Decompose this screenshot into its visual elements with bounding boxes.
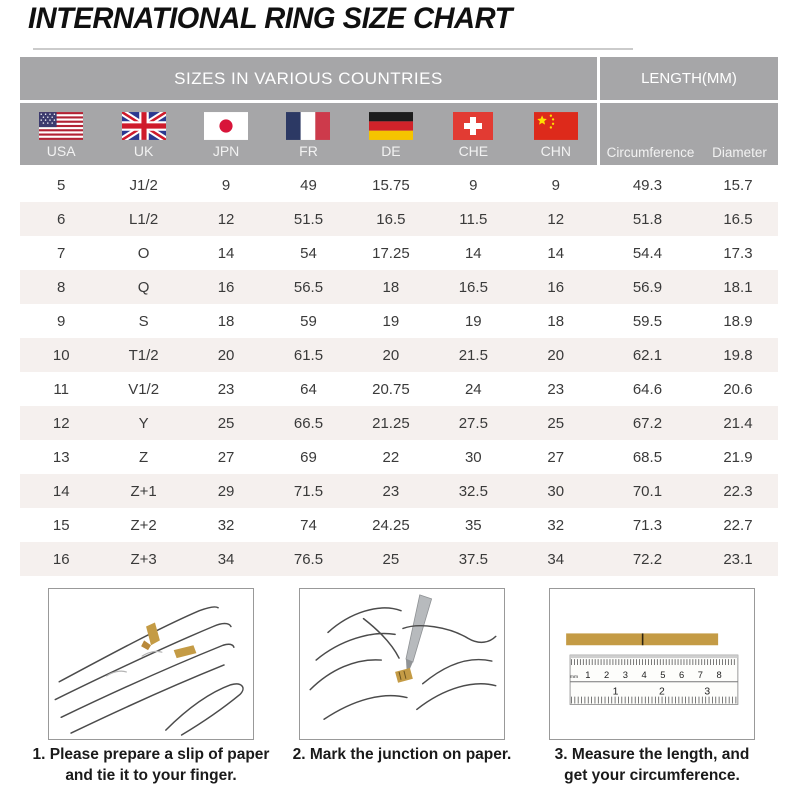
step-3: [549, 588, 755, 786]
table-cell: 18.1: [723, 278, 753, 296]
table-cell: 14: [464, 244, 482, 262]
table-cell: 22.7: [723, 516, 753, 534]
table-cell: 12: [52, 414, 70, 432]
country-code-label: USA: [46, 142, 76, 159]
table-cell: 18: [547, 312, 565, 330]
table-cell: 23.1: [723, 550, 753, 568]
table-cell: L1/2: [129, 210, 159, 228]
column-header-usa: [39, 112, 83, 159]
table-cell: 16: [217, 278, 235, 296]
table-cell: 22.3: [723, 482, 753, 500]
table-cell: 64.6: [632, 380, 663, 398]
table-cell: 71.5: [293, 482, 324, 500]
svg-text:8: 8: [716, 669, 722, 680]
table-row: [20, 542, 778, 576]
svg-text:4: 4: [641, 669, 647, 680]
table-cell: 64: [300, 380, 317, 398]
ring-size-table: [20, 57, 778, 576]
table-cell: 18: [382, 278, 400, 296]
table-cell: 67.2: [632, 414, 663, 432]
table-cell: 14: [52, 482, 70, 500]
table-row: [20, 168, 778, 202]
table-cell: Z+2: [130, 516, 157, 534]
table-cell: 21.9: [723, 448, 753, 466]
step-1-caption-line2: and tie it to your finger.: [65, 767, 237, 784]
table-cell: 23: [217, 380, 235, 398]
table-cell: 59: [300, 312, 317, 330]
table-cell: 49.3: [632, 176, 663, 194]
table-cell: Z: [139, 448, 149, 466]
table-row: [20, 372, 778, 406]
table-cell: 23: [547, 380, 565, 398]
table-cell: 66.5: [293, 414, 324, 432]
step-2-caption: [267, 744, 537, 765]
circumference-column-header: Circumference: [606, 145, 695, 160]
table-cell: 35: [464, 516, 482, 534]
table-cell: 15.75: [372, 176, 410, 194]
step-3-caption-line2: get your circumference.: [564, 767, 740, 784]
diameter-column-header: Diameter: [712, 145, 767, 160]
table-cell: 70.1: [632, 482, 663, 500]
table-cell: 62.1: [632, 346, 663, 364]
table-cell: 56.5: [293, 278, 324, 296]
table-cell: Y: [138, 414, 149, 432]
column-header-chn: [534, 112, 578, 159]
table-cell: 27.5: [458, 414, 488, 432]
japan-flag-icon: [204, 112, 248, 140]
table-cell: 25: [547, 414, 565, 432]
table-cell: 51.5: [293, 210, 324, 228]
table-cell: 71.3: [632, 516, 663, 534]
step-2-caption-line1: 2. Mark the junction on paper.: [292, 746, 512, 763]
table-cell: 72.2: [632, 550, 663, 568]
table-cell: 23: [382, 482, 400, 500]
table-cell: 8: [57, 278, 66, 296]
svg-text:3: 3: [704, 686, 711, 698]
table-cell: 20.75: [372, 380, 410, 398]
table-cell: 22: [382, 448, 400, 466]
ruler-mm-label: mm: [569, 674, 579, 680]
marking-paper-with-pen-illustration: [300, 589, 504, 739]
table-cell: 18.9: [723, 312, 753, 330]
table-cell: 30: [547, 482, 565, 500]
table-cell: 37.5: [458, 550, 488, 568]
svg-text:1: 1: [585, 669, 591, 680]
header-length-mm: LENGTH(MM): [600, 57, 778, 100]
table-cell: 27: [217, 448, 235, 466]
table-cell: 15: [52, 516, 70, 534]
svg-text:6: 6: [678, 669, 685, 680]
step-2-illustration-box: [299, 588, 505, 740]
table-cell: 6: [57, 210, 66, 228]
table-cell: 56.9: [632, 278, 663, 296]
table-cell: 68.5: [632, 448, 663, 466]
table-row: [20, 202, 778, 236]
table-cell: 5: [57, 176, 66, 194]
step-2: [292, 588, 512, 765]
table-cell: 24: [464, 380, 482, 398]
table-cell: 10: [52, 346, 70, 364]
step-1-caption-line1: 1. Please prepare a slip of paper: [32, 746, 270, 763]
step-1-caption: [16, 744, 286, 786]
svg-text:2: 2: [603, 669, 610, 680]
table-cell: 14: [217, 244, 235, 262]
table-cell: 16.5: [376, 210, 406, 228]
table-cell: 17.3: [723, 244, 753, 262]
country-code-label: UK: [133, 142, 154, 159]
table-cell: 16: [52, 550, 70, 568]
uk-flag-icon: [122, 112, 166, 140]
table-cell: 21.5: [458, 346, 488, 364]
table-cell: Q: [137, 278, 150, 296]
table-cell: 51.8: [632, 210, 663, 228]
paper-strip-shape: [146, 623, 160, 646]
switzerland-flag-icon: [453, 112, 493, 140]
germany-flag-icon: [369, 112, 413, 140]
table-cell: 59.5: [632, 312, 663, 330]
table-cell: 19.8: [723, 346, 753, 364]
country-code-label: DE: [381, 142, 401, 159]
hand-with-paper-strip-illustration: [49, 589, 253, 739]
svg-text:7: 7: [697, 669, 703, 680]
table-cell: 18: [217, 312, 235, 330]
country-code-label: CHE: [458, 142, 489, 159]
table-cell: 30: [464, 448, 482, 466]
table-cell: T1/2: [128, 346, 159, 364]
title-underline: [33, 48, 633, 50]
table-cell: 11: [53, 380, 69, 398]
table-cell: 14: [547, 244, 565, 262]
table-row: [20, 304, 778, 338]
table-cell: 69: [300, 448, 317, 466]
table-cell: 61.5: [293, 346, 324, 364]
table-row: [20, 236, 778, 270]
table-cell: 9: [221, 176, 231, 194]
table-cell: 32.5: [458, 482, 488, 500]
table-cell: 9: [469, 176, 478, 194]
table-cell: V1/2: [128, 380, 160, 398]
step-3-caption-line1: 3. Measure the length, and: [554, 746, 750, 763]
table-cell: 20.6: [723, 380, 753, 398]
table-cell: 20: [382, 346, 400, 364]
table-cell: 16.5: [458, 278, 488, 296]
paper-strip-on-finger: [395, 668, 413, 683]
china-flag-icon: [534, 112, 578, 140]
table-cell: J1/2: [129, 176, 158, 194]
table-row: [20, 406, 778, 440]
header-sizes-in-various-countries: SIZES IN VARIOUS COUNTRIES: [20, 57, 597, 100]
step-1-illustration-box: [48, 588, 254, 740]
table-cell: 76.5: [293, 550, 324, 568]
length-subheaders: [600, 103, 778, 165]
table-cell: Z+3: [130, 550, 157, 568]
step-1: [32, 588, 270, 786]
country-flags-row: [20, 103, 597, 165]
table-cell: 12: [547, 210, 565, 228]
column-header-fr: [286, 112, 330, 159]
table-row: [20, 474, 778, 508]
step-3-caption: [517, 744, 787, 786]
size-table-body: [20, 168, 778, 576]
ruler-measurement-illustration: [550, 589, 754, 739]
table-cell: 11.5: [459, 210, 488, 228]
table-row: [20, 508, 778, 542]
table-cell: O: [137, 244, 150, 262]
table-cell: 25: [217, 414, 235, 432]
table-cell: 16.5: [723, 210, 753, 228]
table-cell: S: [138, 312, 149, 330]
table-cell: 15.7: [723, 176, 753, 194]
table-cell: 20: [547, 346, 565, 364]
usa-flag-icon: [39, 112, 83, 140]
country-code-label: CHN: [540, 142, 571, 159]
table-cell: 9: [57, 312, 66, 330]
table-cell: 32: [547, 516, 565, 534]
step-3-illustration-box: [549, 588, 755, 740]
table-cell: 20: [217, 346, 235, 364]
table-cell: 54.4: [632, 244, 663, 262]
table-cell: 49: [300, 176, 317, 194]
table-cell: 54: [300, 244, 317, 262]
table-cell: 29: [217, 482, 235, 500]
table-row: [20, 338, 778, 372]
pen-shape: [406, 595, 432, 662]
svg-text:3: 3: [622, 669, 628, 680]
column-header-de: [369, 112, 413, 159]
table-cell: 74: [300, 516, 317, 534]
table-country-header-row: [20, 103, 778, 165]
column-header-uk: [122, 112, 166, 159]
table-cell: 34: [217, 550, 235, 568]
table-cell: 32: [217, 516, 235, 534]
table-cell: 21.4: [723, 414, 753, 432]
svg-text:1: 1: [612, 686, 619, 698]
country-code-label: JPN: [212, 142, 240, 159]
column-header-che: [453, 112, 493, 159]
table-cell: 16: [547, 278, 565, 296]
table-cell: 19: [464, 312, 482, 330]
table-cell: 7: [57, 244, 66, 262]
table-cell: 19: [382, 312, 400, 330]
column-header-jpn: [204, 112, 248, 159]
table-cell: 24.25: [372, 516, 410, 534]
table-row: [20, 440, 778, 474]
page-title: INTERNATIONAL RING SIZE CHART: [28, 2, 512, 35]
table-group-header-row: [20, 57, 778, 100]
table-cell: 13: [52, 448, 70, 466]
table-row: [20, 270, 778, 304]
country-code-label: FR: [299, 142, 318, 159]
table-cell: 9: [551, 176, 560, 194]
table-cell: 25: [382, 550, 400, 568]
table-cell: 17.25: [372, 244, 410, 262]
table-cell: 27: [547, 448, 565, 466]
table-cell: 21.25: [372, 414, 410, 432]
svg-text:2: 2: [658, 686, 665, 698]
france-flag-icon: [286, 112, 330, 140]
table-cell: 12: [217, 210, 235, 228]
svg-text:5: 5: [660, 669, 666, 680]
table-cell: 34: [547, 550, 565, 568]
table-cell: Z+1: [130, 482, 157, 500]
